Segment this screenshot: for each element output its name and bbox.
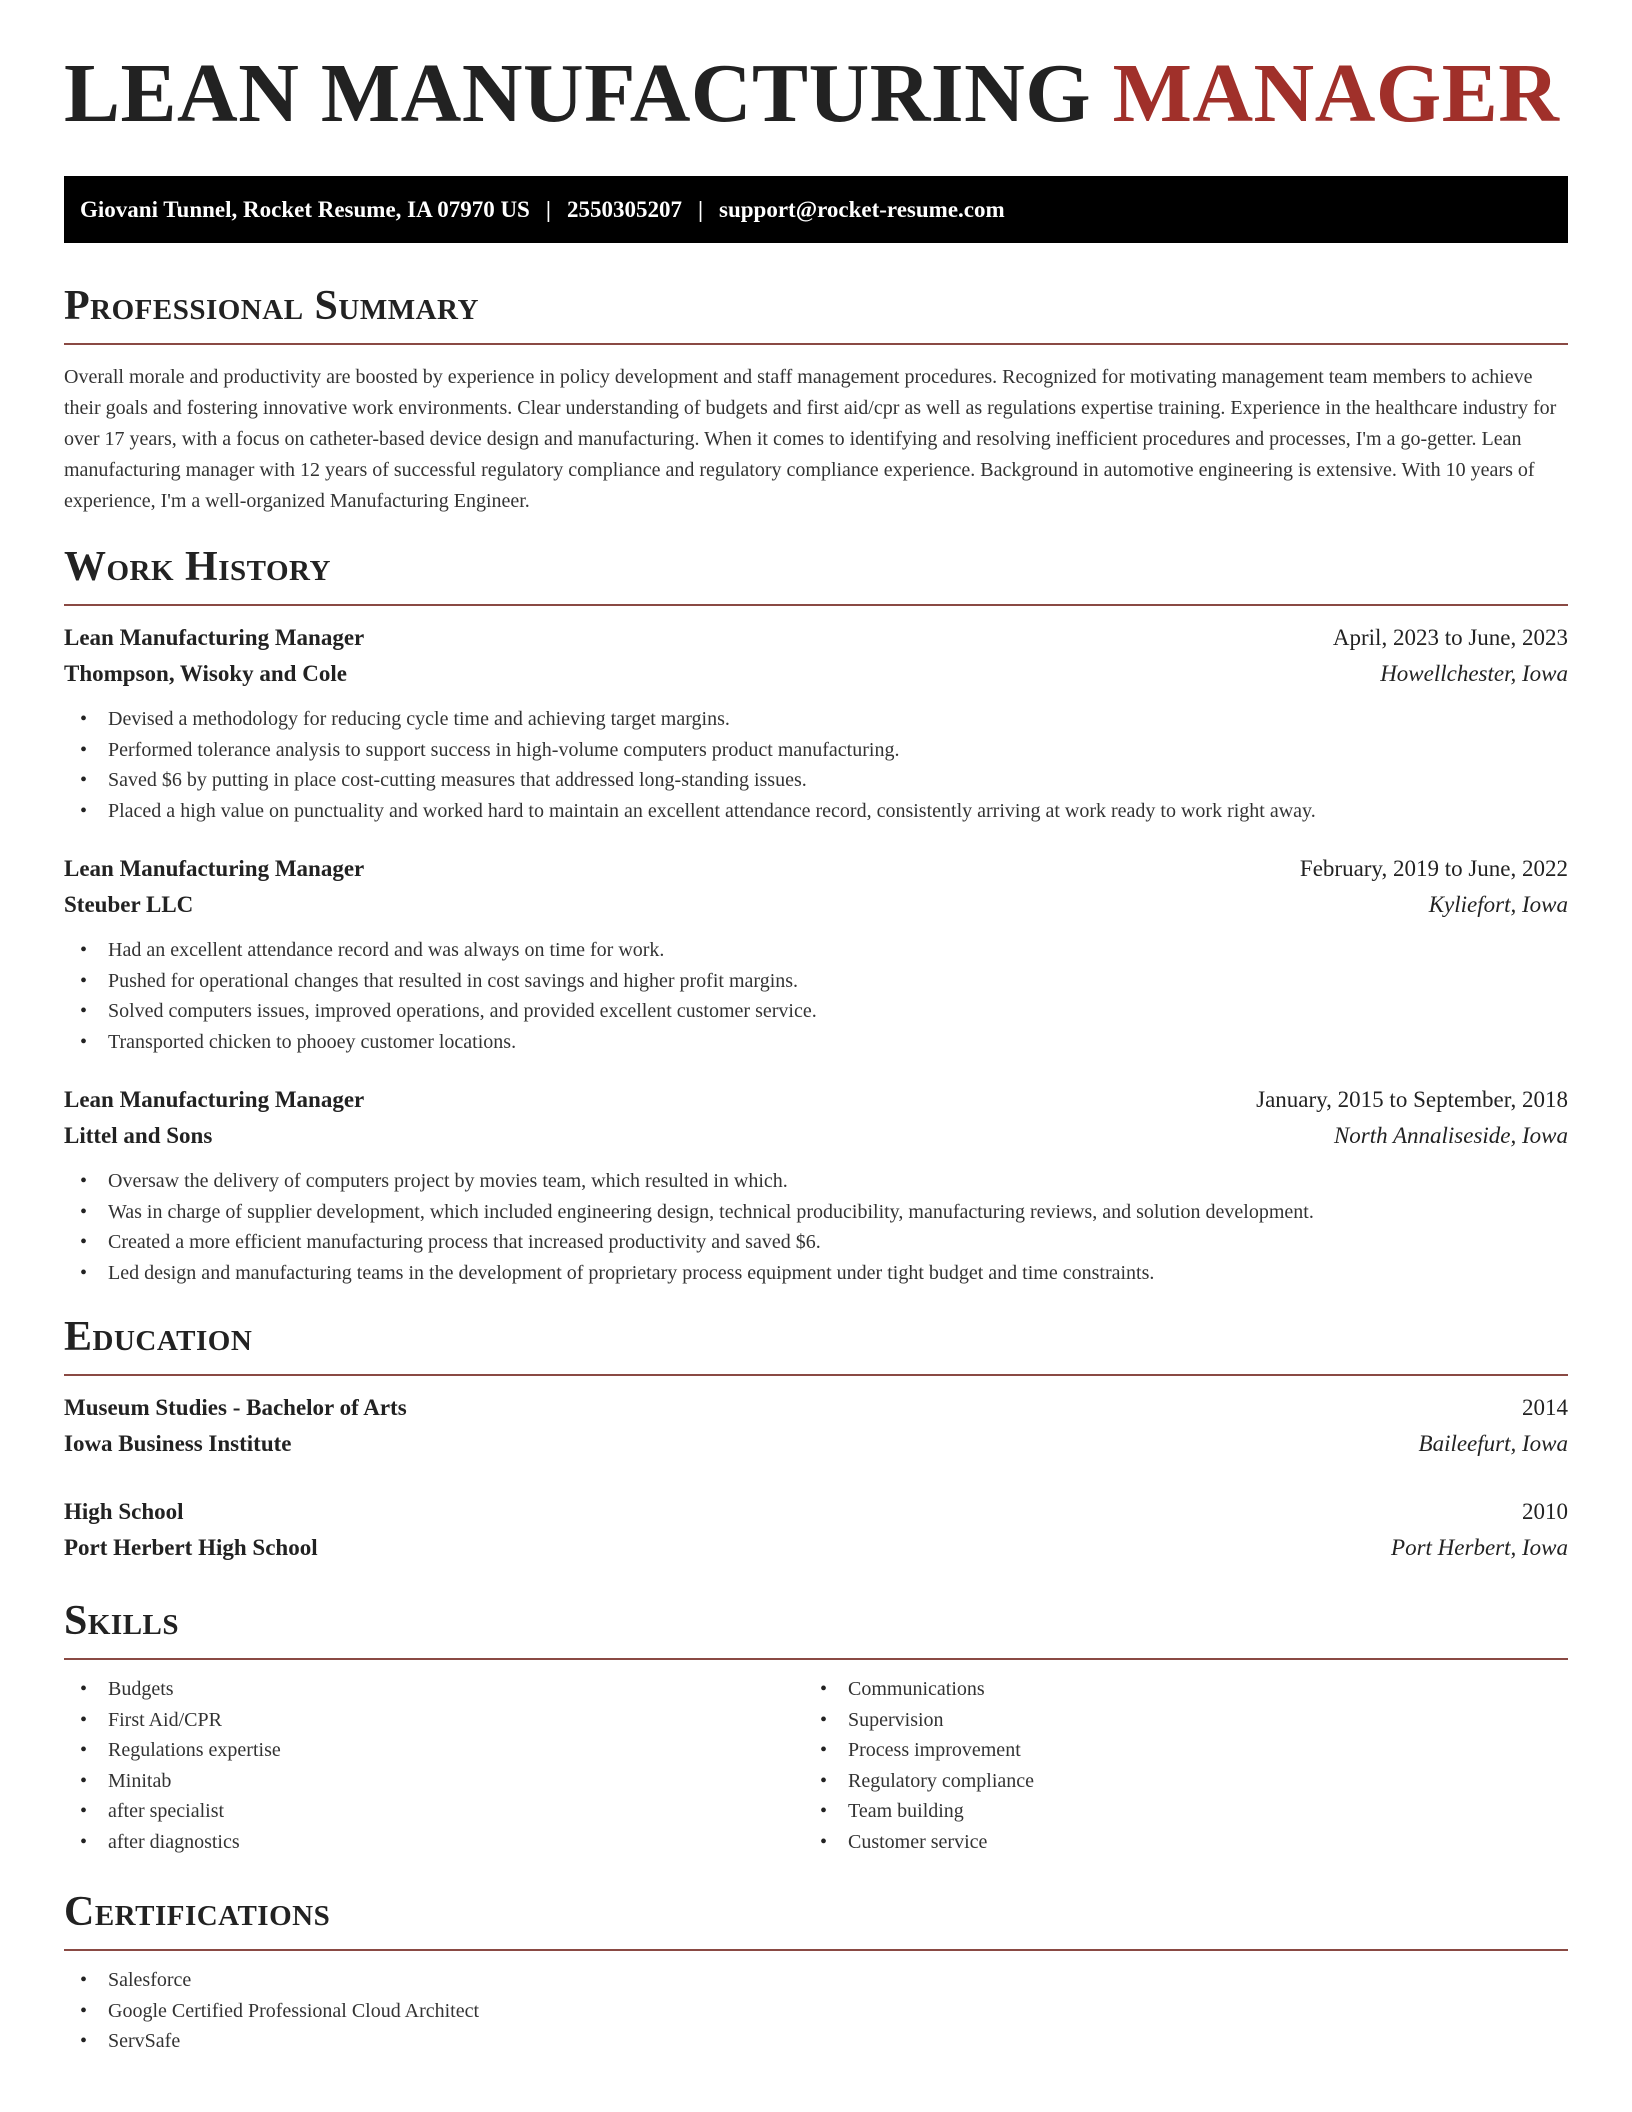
section-divider (64, 1658, 1568, 1660)
title-main: LEAN MANUFACTURING (64, 47, 1092, 140)
graduation-year: 2010 (1522, 1499, 1568, 1524)
list-item: • Created a more efficient manufacturing process that increased productivity and saved $6. (64, 1227, 1568, 1258)
education-entry (64, 1494, 1568, 1566)
list-item: • Oversaw the delivery of computers project by movies team, which resulted in which. (64, 1166, 1568, 1197)
contact-email[interactable]: support@rocket-resume.com (719, 196, 1005, 222)
contact-bar (64, 176, 1568, 243)
skills-section (64, 1600, 1568, 1857)
job-dates: April, 2023 to June, 2023 (1332, 625, 1568, 650)
skill-item: • after specialist (64, 1796, 804, 1827)
skill-item: • Team building (804, 1796, 1544, 1827)
education-section (64, 1316, 1568, 1566)
section-title-summary: Professional Summary (64, 283, 479, 329)
job-company: Thompson, Wisoky and Cole (64, 661, 347, 686)
list-item: • Performed tolerance analysis to support success in high-volume computers product manufacturing. (64, 735, 1568, 766)
job-location: Kyliefort, Iowa (1428, 892, 1568, 917)
certification-item: • Salesforce (64, 1965, 1568, 1996)
section-divider (64, 604, 1568, 606)
list-item: • Saved $6 by putting in place cost-cutting measures that addressed long-standing issues. (64, 765, 1568, 796)
certification-item: • ServSafe (64, 2026, 1568, 2057)
school-location: Port Herbert, Iowa (1391, 1535, 1568, 1560)
school-name: Port Herbert High School (64, 1535, 318, 1560)
job-dates: January, 2015 to September, 2018 (1256, 1087, 1568, 1112)
resume-title (64, 47, 1568, 140)
job-entry (64, 851, 1568, 1057)
skills-column-right (804, 1674, 1544, 1857)
job-company: Steuber LLC (64, 892, 194, 917)
skill-item: • Regulations expertise (64, 1735, 804, 1766)
section-divider (64, 1374, 1568, 1376)
list-item: • Devised a methodology for reducing cycle time and achieving target margins. (64, 704, 1568, 735)
skill-item: • Regulatory compliance (804, 1766, 1544, 1797)
section-title-skills: Skills (64, 1598, 180, 1644)
degree-name: High School (64, 1499, 184, 1524)
job-bullets (64, 935, 1568, 1057)
job-bullets (64, 704, 1568, 826)
summary-text: Overall morale and productivity are boosted by experience in policy development and staff management procedures. Recognized for motivating management team members to achieve their goals and fostering innovative work environments. Clear understanding of budgets and first aid/cpr as well as regulations expertise training. Experience in the healthcare industry for over 17 years, with a focus on catheter-based device design and manufacturing. When it comes to identifying and resolving inefficient procedures and processes, I'm a go-getter. Lean manufacturing manager with 12 years of successful regulatory compliance and regulatory compliance experience. Background in automotive engineering is extensive. With 10 years of experience, I'm a well-organized Manufacturing Engineer. (64, 366, 1557, 512)
skill-item: • Customer service (804, 1827, 1544, 1858)
school-location: Baileefurt, Iowa (1418, 1431, 1568, 1456)
list-item: • Had an excellent attendance record and was always on time for work. (64, 935, 1568, 966)
school-name: Iowa Business Institute (64, 1431, 292, 1456)
list-item: • Solved computers issues, improved operations, and provided excellent customer service. (64, 996, 1568, 1027)
header (64, 0, 1568, 140)
list-item: • Placed a high value on punctuality and worked hard to maintain an excellent attendance record, consistently arriving at work ready to work right away. (64, 796, 1568, 827)
contact-address: Giovani Tunnel, Rocket Resume, IA 07970 US (80, 196, 530, 222)
section-divider (64, 343, 1568, 345)
contact-separator: | (697, 196, 704, 222)
job-entry (64, 1082, 1568, 1288)
education-entry (64, 1390, 1568, 1462)
list-item: • Led design and manufacturing teams in the development of proprietary process equipment under tight budget and time constraints. (64, 1258, 1568, 1289)
job-company: Littel and Sons (64, 1123, 213, 1148)
graduation-year: 2014 (1522, 1395, 1568, 1420)
summary-section (64, 285, 1568, 517)
job-title: Lean Manufacturing Manager (64, 625, 365, 650)
list-item: • Pushed for operational changes that resulted in cost savings and higher profit margins. (64, 966, 1568, 997)
skills-column-left (64, 1674, 804, 1857)
job-bullets (64, 1166, 1568, 1288)
certifications-list (64, 1965, 1568, 2057)
work-history-section (64, 546, 1568, 1288)
section-title-education: Education (64, 1314, 253, 1360)
contact-separator: | (545, 196, 551, 222)
job-entry (64, 620, 1568, 826)
job-dates: February, 2019 to June, 2022 (1299, 856, 1568, 881)
degree-name: Museum Studies - Bachelor of Arts (64, 1395, 407, 1420)
section-title-certifications: Certifications (64, 1889, 331, 1935)
skill-item: • First Aid/CPR (64, 1705, 804, 1736)
section-divider (64, 1949, 1568, 1951)
certifications-section (64, 1891, 1568, 2057)
certification-item: • Google Certified Professional Cloud Architect (64, 1996, 1568, 2027)
section-title-work: Work History (64, 544, 331, 590)
skill-item: • after diagnostics (64, 1827, 804, 1858)
title-accent: MANAGER (1112, 47, 1560, 140)
contact-phone: 2550305207 (566, 196, 682, 222)
list-item: • Was in charge of supplier development, which included engineering design, technical producibility, manufacturing reviews, and solution development. (64, 1197, 1568, 1228)
skill-item: • Supervision (804, 1705, 1544, 1736)
skill-item: • Minitab (64, 1766, 804, 1797)
job-location: North Annaliseside, Iowa (1333, 1123, 1568, 1148)
skill-item: • Budgets (64, 1674, 804, 1705)
job-location: Howellchester, Iowa (1380, 661, 1568, 686)
job-title: Lean Manufacturing Manager (64, 856, 365, 881)
list-item: • Transported chicken to phooey customer locations. (64, 1027, 1568, 1058)
skill-item: • Process improvement (804, 1735, 1544, 1766)
skill-item: • Communications (804, 1674, 1544, 1705)
job-title: Lean Manufacturing Manager (64, 1087, 365, 1112)
